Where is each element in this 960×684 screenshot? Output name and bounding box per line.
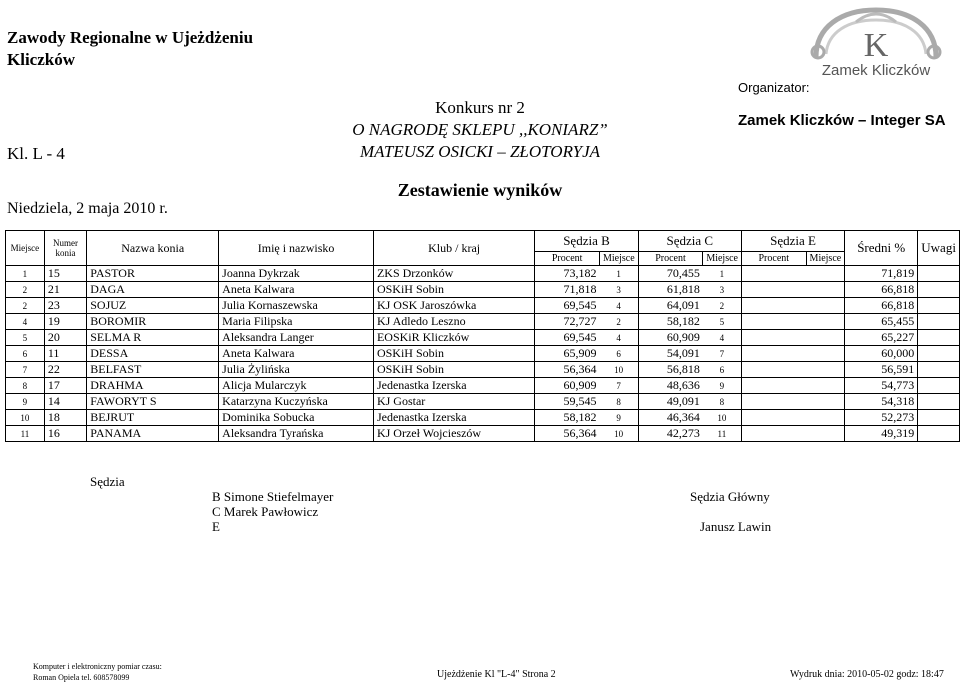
cell-e-procent bbox=[741, 266, 806, 282]
organizer-label: Organizator: bbox=[738, 80, 810, 95]
cell-c-procent: 61,818 bbox=[638, 282, 703, 298]
cell-e-miejsce bbox=[806, 330, 845, 346]
cell-miejsce: 11 bbox=[6, 426, 45, 442]
cell-numer: 18 bbox=[44, 410, 86, 426]
col-sedzia-e: Sędzia E bbox=[741, 231, 844, 252]
cell-miejsce: 2 bbox=[6, 298, 45, 314]
cell-jezdziec: Aleksandra Langer bbox=[219, 330, 374, 346]
cell-uwagi bbox=[918, 426, 960, 442]
cell-sredni: 66,818 bbox=[845, 298, 918, 314]
cell-sredni: 71,819 bbox=[845, 266, 918, 282]
cell-uwagi bbox=[918, 410, 960, 426]
cell-e-miejsce bbox=[806, 394, 845, 410]
table-row bbox=[6, 314, 960, 330]
cell-klub: OSKiH Sobin bbox=[373, 346, 534, 362]
cell-b-miejsce: 9 bbox=[599, 410, 638, 426]
judges-label: Sędzia bbox=[90, 474, 125, 489]
cell-nazwa-konia: SELMA R bbox=[87, 330, 219, 346]
organizer-name: Zamek Kliczków – Integer SA bbox=[738, 112, 946, 129]
cell-e-procent bbox=[741, 378, 806, 394]
table-row bbox=[6, 362, 960, 378]
cell-c-procent: 60,909 bbox=[638, 330, 703, 346]
cell-uwagi bbox=[918, 298, 960, 314]
col-numer-line2: konia bbox=[55, 248, 76, 258]
cell-c-procent: 54,091 bbox=[638, 346, 703, 362]
cell-uwagi bbox=[918, 346, 960, 362]
results-body bbox=[6, 266, 960, 442]
cell-nazwa-konia: DAGA bbox=[87, 282, 219, 298]
chief-judge-label: Sędzia Główny bbox=[690, 489, 770, 504]
col-sedzia-c: Sędzia C bbox=[638, 231, 741, 252]
event-date: Niedziela, 2 maja 2010 r. bbox=[7, 200, 168, 217]
footer-timing-label: Komputer i elektroniczny pomiar czasu: bbox=[33, 662, 162, 671]
cell-nazwa-konia: BOROMIR bbox=[87, 314, 219, 330]
sub-miejsce-e: Miejsce bbox=[806, 252, 845, 266]
cell-numer: 16 bbox=[44, 426, 86, 442]
sub-procent-e: Procent bbox=[741, 252, 806, 266]
cell-uwagi bbox=[918, 266, 960, 282]
cell-c-miejsce: 2 bbox=[703, 298, 742, 314]
cell-e-procent bbox=[741, 362, 806, 378]
cell-klub: KJ OSK Jaroszówka bbox=[373, 298, 534, 314]
cell-e-procent bbox=[741, 298, 806, 314]
cell-b-procent: 73,182 bbox=[535, 266, 600, 282]
cell-e-procent bbox=[741, 330, 806, 346]
cell-numer: 21 bbox=[44, 282, 86, 298]
cell-jezdziec: Julia Żylińska bbox=[219, 362, 374, 378]
event-location: Kliczków bbox=[7, 50, 75, 69]
cell-klub: Jedenastka Izerska bbox=[373, 378, 534, 394]
cell-nazwa-konia: PASTOR bbox=[87, 266, 219, 282]
cell-sredni: 54,318 bbox=[845, 394, 918, 410]
cell-c-procent: 48,636 bbox=[638, 378, 703, 394]
cell-jezdziec: Aneta Kalwara bbox=[219, 282, 374, 298]
cell-b-procent: 69,545 bbox=[535, 330, 600, 346]
col-miejsce: Miejsce bbox=[6, 231, 45, 266]
cell-b-miejsce: 1 bbox=[599, 266, 638, 282]
cell-sredni: 65,227 bbox=[845, 330, 918, 346]
cell-c-miejsce: 1 bbox=[703, 266, 742, 282]
cell-c-miejsce: 8 bbox=[703, 394, 742, 410]
prize-title: O NAGRODĘ SKLEPU ,,KONIARZ” bbox=[352, 120, 608, 139]
cell-e-miejsce bbox=[806, 282, 845, 298]
col-nazwa: Nazwa konia bbox=[87, 231, 219, 266]
cell-c-miejsce: 9 bbox=[703, 378, 742, 394]
cell-klub: KJ Gostar bbox=[373, 394, 534, 410]
col-imie: Imię i nazwisko bbox=[219, 231, 374, 266]
event-title: Zawody Regionalne w Ujeżdżeniu bbox=[7, 28, 254, 47]
cell-e-miejsce bbox=[806, 378, 845, 394]
cell-b-procent: 69,545 bbox=[535, 298, 600, 314]
cell-sredni: 66,818 bbox=[845, 282, 918, 298]
table-row bbox=[6, 378, 960, 394]
cell-b-procent: 65,909 bbox=[535, 346, 600, 362]
cell-e-miejsce bbox=[806, 298, 845, 314]
cell-b-procent: 59,545 bbox=[535, 394, 600, 410]
table-row bbox=[6, 330, 960, 346]
cell-e-miejsce bbox=[806, 266, 845, 282]
cell-sredni: 54,773 bbox=[845, 378, 918, 394]
table-row bbox=[6, 282, 960, 298]
cell-numer: 17 bbox=[44, 378, 86, 394]
cell-e-procent bbox=[741, 282, 806, 298]
table-row bbox=[6, 394, 960, 410]
cell-b-miejsce: 2 bbox=[599, 314, 638, 330]
cell-e-miejsce bbox=[806, 362, 845, 378]
cell-jezdziec: Katarzyna Kuczyńska bbox=[219, 394, 374, 410]
cell-klub: EOSKiR Kliczków bbox=[373, 330, 534, 346]
competition-number: Konkurs nr 2 bbox=[435, 98, 525, 117]
cell-e-procent bbox=[741, 394, 806, 410]
cell-jezdziec: Aleksandra Tyrańska bbox=[219, 426, 374, 442]
cell-b-miejsce: 4 bbox=[599, 298, 638, 314]
cell-jezdziec: Maria Filipska bbox=[219, 314, 374, 330]
col-numer-line1: Numer bbox=[53, 238, 79, 248]
cell-miejsce: 9 bbox=[6, 394, 45, 410]
table-row bbox=[6, 346, 960, 362]
col-sedzia-b: Sędzia B bbox=[535, 231, 638, 252]
cell-miejsce: 5 bbox=[6, 330, 45, 346]
col-numer bbox=[44, 231, 86, 266]
cell-c-miejsce: 4 bbox=[703, 330, 742, 346]
cell-b-miejsce: 4 bbox=[599, 330, 638, 346]
cell-klub: KJ Orzeł Wojcieszów bbox=[373, 426, 534, 442]
header-row bbox=[6, 231, 960, 252]
cell-e-procent bbox=[741, 410, 806, 426]
cell-nazwa-konia: DESSA bbox=[87, 346, 219, 362]
cell-e-miejsce bbox=[806, 346, 845, 362]
col-sredni: Średni % bbox=[845, 231, 918, 266]
cell-c-procent: 70,455 bbox=[638, 266, 703, 282]
cell-e-miejsce bbox=[806, 410, 845, 426]
cell-b-miejsce: 3 bbox=[599, 282, 638, 298]
cell-miejsce: 7 bbox=[6, 362, 45, 378]
cell-sredni: 52,273 bbox=[845, 410, 918, 426]
cell-b-procent: 58,182 bbox=[535, 410, 600, 426]
cell-sredni: 49,319 bbox=[845, 426, 918, 442]
cell-jezdziec: Aneta Kalwara bbox=[219, 346, 374, 362]
cell-nazwa-konia: DRAHMA bbox=[87, 378, 219, 394]
cell-nazwa-konia: PANAMA bbox=[87, 426, 219, 442]
cell-numer: 14 bbox=[44, 394, 86, 410]
cell-c-miejsce: 5 bbox=[703, 314, 742, 330]
cell-c-procent: 49,091 bbox=[638, 394, 703, 410]
cell-b-miejsce: 10 bbox=[599, 362, 638, 378]
cell-e-miejsce bbox=[806, 426, 845, 442]
cell-numer: 22 bbox=[44, 362, 86, 378]
cell-miejsce: 2 bbox=[6, 282, 45, 298]
cell-uwagi bbox=[918, 378, 960, 394]
cell-c-miejsce: 11 bbox=[703, 426, 742, 442]
cell-sredni: 56,591 bbox=[845, 362, 918, 378]
cell-b-procent: 60,909 bbox=[535, 378, 600, 394]
cell-b-procent: 71,818 bbox=[535, 282, 600, 298]
cell-miejsce: 4 bbox=[6, 314, 45, 330]
footer-print-date: Wydruk dnia: 2010-05-02 godz: 18:47 bbox=[790, 669, 944, 680]
cell-klub: Jedenastka Izerska bbox=[373, 410, 534, 426]
results-heading: Zestawienie wyników bbox=[397, 180, 563, 200]
cell-uwagi bbox=[918, 362, 960, 378]
cell-c-procent: 58,182 bbox=[638, 314, 703, 330]
cell-b-miejsce: 7 bbox=[599, 378, 638, 394]
cell-miejsce: 1 bbox=[6, 266, 45, 282]
cell-b-procent: 56,364 bbox=[535, 426, 600, 442]
class-label: Kl. L - 4 bbox=[7, 144, 65, 163]
chief-judge-name: Janusz Lawin bbox=[700, 519, 772, 534]
results-table bbox=[5, 230, 960, 442]
logo-caption: Zamek Kliczków bbox=[821, 62, 931, 79]
cell-sredni: 65,455 bbox=[845, 314, 918, 330]
cell-miejsce: 10 bbox=[6, 410, 45, 426]
cell-numer: 20 bbox=[44, 330, 86, 346]
table-row bbox=[6, 426, 960, 442]
footer-page-info: Ujeżdżenie Kl "L-4" Strona 2 bbox=[437, 669, 556, 680]
cell-uwagi bbox=[918, 394, 960, 410]
cell-miejsce: 6 bbox=[6, 346, 45, 362]
sub-miejsce-b: Miejsce bbox=[599, 252, 638, 266]
footer-timing-contact: Roman Opiela tel. 608578099 bbox=[33, 673, 130, 682]
table-row bbox=[6, 298, 960, 314]
cell-uwagi bbox=[918, 314, 960, 330]
sub-procent-b: Procent bbox=[535, 252, 600, 266]
judge-b: B Simone Stiefelmayer bbox=[212, 489, 334, 504]
cell-uwagi bbox=[918, 282, 960, 298]
cell-c-miejsce: 10 bbox=[703, 410, 742, 426]
cell-numer: 15 bbox=[44, 266, 86, 282]
cell-numer: 11 bbox=[44, 346, 86, 362]
prize-sponsor: MATEUSZ OSICKI – ZŁOTORYJA bbox=[359, 142, 601, 161]
cell-klub: ZKS Drzonków bbox=[373, 266, 534, 282]
cell-c-procent: 46,364 bbox=[638, 410, 703, 426]
cell-numer: 23 bbox=[44, 298, 86, 314]
cell-nazwa-konia: SOJUZ bbox=[87, 298, 219, 314]
judge-c: C Marek Pawłowicz bbox=[212, 504, 319, 519]
cell-c-procent: 64,091 bbox=[638, 298, 703, 314]
cell-b-procent: 72,727 bbox=[535, 314, 600, 330]
sub-miejsce-c: Miejsce bbox=[703, 252, 742, 266]
cell-b-procent: 56,364 bbox=[535, 362, 600, 378]
cell-jezdziec: Joanna Dykrzak bbox=[219, 266, 374, 282]
cell-e-procent bbox=[741, 346, 806, 362]
cell-sredni: 60,000 bbox=[845, 346, 918, 362]
cell-b-miejsce: 8 bbox=[599, 394, 638, 410]
cell-e-procent bbox=[741, 314, 806, 330]
sub-procent-c: Procent bbox=[638, 252, 703, 266]
cell-klub: KJ Adledo Leszno bbox=[373, 314, 534, 330]
table-row bbox=[6, 410, 960, 426]
cell-numer: 19 bbox=[44, 314, 86, 330]
judge-e: E bbox=[212, 519, 220, 534]
cell-klub: OSKiH Sobin bbox=[373, 362, 534, 378]
cell-e-miejsce bbox=[806, 314, 845, 330]
cell-jezdziec: Julia Kornaszewska bbox=[219, 298, 374, 314]
cell-miejsce: 8 bbox=[6, 378, 45, 394]
cell-b-miejsce: 10 bbox=[599, 426, 638, 442]
cell-e-procent bbox=[741, 426, 806, 442]
logo-letter: K bbox=[863, 27, 889, 64]
col-klub: Klub / kraj bbox=[373, 231, 534, 266]
cell-jezdziec: Alicja Mularczyk bbox=[219, 378, 374, 394]
col-uwagi: Uwagi bbox=[918, 231, 960, 266]
cell-c-procent: 42,273 bbox=[638, 426, 703, 442]
cell-c-procent: 56,818 bbox=[638, 362, 703, 378]
cell-klub: OSKiH Sobin bbox=[373, 282, 534, 298]
cell-nazwa-konia: BELFAST bbox=[87, 362, 219, 378]
cell-c-miejsce: 6 bbox=[703, 362, 742, 378]
cell-nazwa-konia: FAWORYT S bbox=[87, 394, 219, 410]
cell-nazwa-konia: BEJRUT bbox=[87, 410, 219, 426]
cell-c-miejsce: 3 bbox=[703, 282, 742, 298]
table-row bbox=[6, 266, 960, 282]
cell-jezdziec: Dominika Sobucka bbox=[219, 410, 374, 426]
cell-c-miejsce: 7 bbox=[703, 346, 742, 362]
cell-uwagi bbox=[918, 330, 960, 346]
cell-b-miejsce: 6 bbox=[599, 346, 638, 362]
